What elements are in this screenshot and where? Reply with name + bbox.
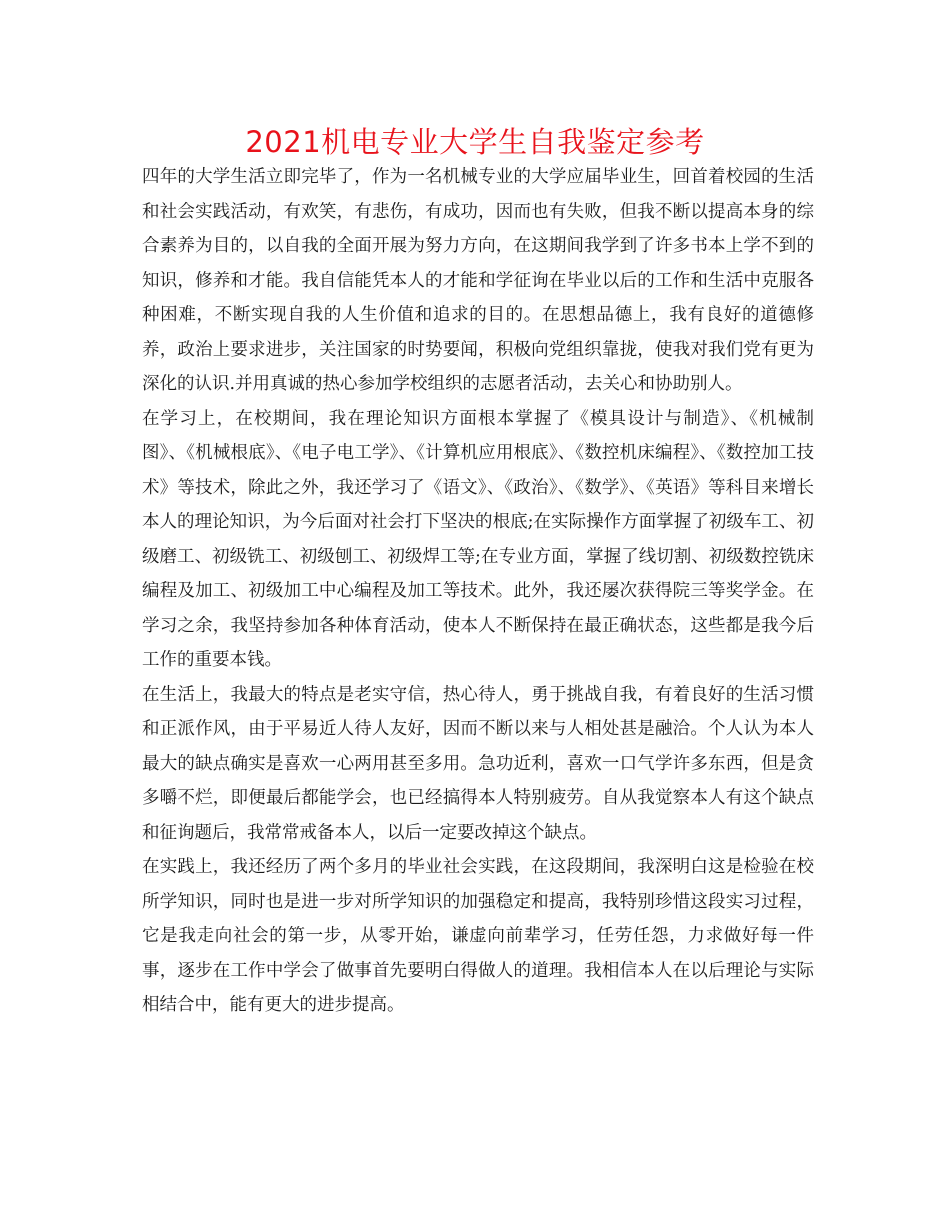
- document-body: [142, 160, 814, 1023]
- paragraph-life: 在生活上，我最大的特点是老实守信，热心待人，勇于挑战自我，有着良好的生活习惯和正派作风，由于平易近人待人友好，因而不断以来与人相处甚是融洽。个人认为本人最大的缺点确实是喜欢一心两用甚至多用。急功近利，喜欢一口气学许多东西，但是贪多嚼不烂，即便最后都能学会，也已经搞得本人特别疲劳。自从我觉察本人有这个缺点和征询题后，我常常戒备本人，以后一定要改掉这个缺点。: [142, 684, 814, 843]
- document-title: 2021机电专业大学生自我鉴定参考: [245, 125, 705, 159]
- paragraph-study: 在学习上，在校期间，我在理论知识方面根本掌握了《模具设计与制造》、《机械制图》、《机械根底》、《电子电工学》、《计算机应用根底》、《数控机床编程》、《数控加工技术》等技术，除此之外，我还学习了《语文》、《政治》、《数学》、《英语》等科目来增长本人的理论知识，为今后面对社会打下坚决的根底;在实际操作方面掌握了初级车工、初级磨工、初级铣工、初级刨工、初级焊工等;在专业方面，掌握了线切割、初级数控铣床编程及加工、初级加工中心编程及加工等技术。此外，我还屡次获得院三等奖学金。在学习之余，我坚持参加各种体育活动，使本人不断保持在最正确状态，这些都是我今后工作的重要本钱。: [142, 408, 814, 670]
- paragraph-practice: 在实践上，我还经历了两个多月的毕业社会实践，在这段期间，我深明白这是检验在校所学知识，同时也是进一步对所学知识的加强稳定和提高，我特别珍惜这段实习过程，它是我走向社会的第一步，从零开始，谦虚向前辈学习，任劳任怨，力求做好每一件事，逐步在工作中学会了做事首先要明白得做人的道理。我相信本人在以后理论与实际相结合中，能有更大的进步提高。: [142, 857, 814, 1015]
- paragraph-intro: 四年的大学生活立即完毕了，作为一名机械专业的大学应届毕业生，回首着校园的生活和社会实践活动，有欢笑，有悲伤，有成功，因而也有失败，但我不断以提高本身的综合素养为目的，以自我的全面开展为努力方向，在这期间我学到了许多书本上学不到的知识，修养和才能。我自信能凭本人的才能和学征询在毕业以后的工作和生活中克服各种困难，不断实现自我的人生价值和追求的目的。在思想品德上，我有良好的道德修养，政治上要求进步，关注国家的时势要闻，积极向党组织靠拢，使我对我们党有更为深化的认识.并用真诚的热心参加学校组织的志愿者活动，去关心和协助别人。: [142, 167, 814, 394]
